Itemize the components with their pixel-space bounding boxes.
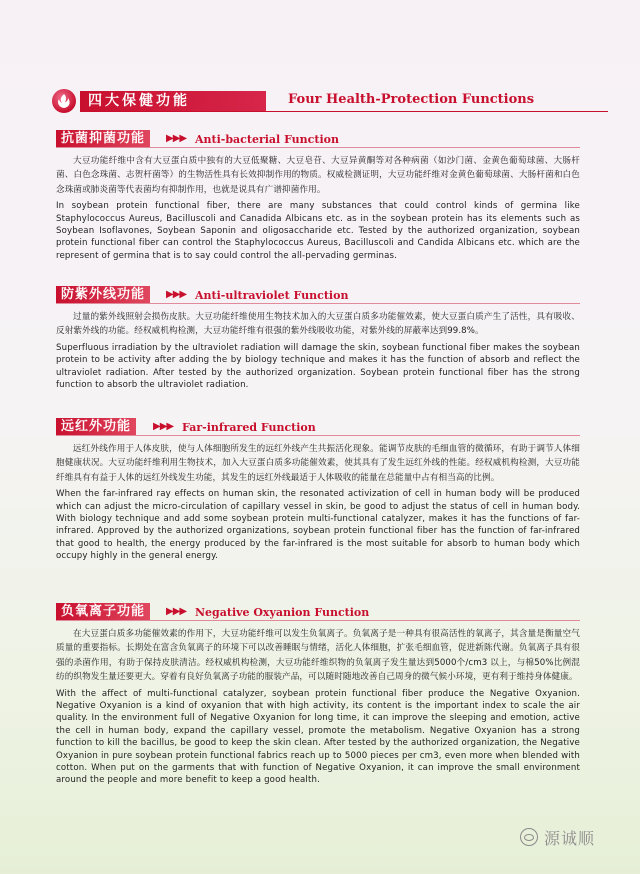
section-header — [56, 603, 580, 621]
section-body-cn: 在大豆蛋白质多功能催效素的作用下，大豆功能纤维可以发生负氧离子。负氧离子是一种具有很高活性的氧离子，其含量是衡量空气质量的重要指标。长期处在富含负氧离子的环境下可以改善睡眠与情绪，活化人体细胞，扩张毛细血管，促进新陈代谢。负氧离子具有很强的杀菌作用，有助于保持皮肤清洁。经权威机构检测，大豆功能纤维织物的负氧离子发生量达到5000个/cm3 以上，与棉50%比例混纺的织物发生量还要更大。穿着有良好负氧离子功能的服装产品，可以随时随地改善自己周身的微气候小环境，更有利于维持身体健康。 — [56, 629, 580, 683]
main-title-en: Four Health-Protection Functions — [288, 92, 535, 107]
section-header — [56, 130, 580, 148]
arrows-icon: ▶▶▶ — [166, 289, 187, 300]
section-negativeoxyanion — [56, 603, 580, 787]
section-header — [56, 286, 580, 304]
section-body-en: With the affect of multi-functional catalyzer, soybean protein functional fiber produce the Negative Oxyanion. Negative Oxyanion is a kind of oxyanion that with high activity, its content is the important index to scale the air quality. In the environment full of Negative Oxyanion for long time, it can improve the sleeping and emotion, active the cell in human body, expand the capillary vessel, promote the metabolism. Negative Oxyanion has a strong function to kill the bacillus, be good to keep the skin clean. After tested by the authorized organization, the Negative Oxyanion in pure soybean protein functional fabrics reach up to 5000 pieces per cm3, even more when blended with cotton. When put on the garments that with function of Negative Oxyanion, it can improve the small environment around the people and more benefit to keep a good health. — [56, 688, 580, 786]
main-title-cn: 四大保健功能 — [80, 91, 266, 111]
section-farinfrared — [56, 418, 580, 563]
section-title-en: Anti-ultraviolet Function — [195, 289, 349, 302]
section-antibacterial — [56, 130, 580, 262]
section-divider — [56, 303, 580, 304]
section-title-cn: 负氧离子功能 — [56, 603, 150, 621]
arrows-icon: ▶▶▶ — [166, 606, 187, 617]
arrows-icon: ▶▶▶ — [166, 133, 187, 144]
section-divider — [56, 435, 580, 436]
main-header — [52, 90, 612, 112]
header-divider — [80, 111, 608, 112]
section-antiultraviolet — [56, 286, 580, 391]
section-body-cn: 远红外线作用于人体皮肤，使与人体细胞所发生的远红外线产生共振活化现象。能调节皮肤的毛细血管的微循环，有助于调节人体细胞健康状况。大豆功能纤维利用生物技术，加入大豆蛋白质多功能催效素，使其具有了发生远红外线的性能。经权威机构检测，大豆功能纤维具有有益于人体的远红外线发生功能，其发生的远红外线最适于人体吸收的能量在总能量中占有相当高的比例。 — [56, 444, 580, 483]
section-title-cn: 远红外功能 — [56, 418, 136, 436]
section-title-cn: 抗菌抑菌功能 — [56, 130, 150, 148]
arrows-icon: ▶▶▶ — [153, 421, 174, 432]
section-title-en: Negative Oxyanion Function — [195, 606, 370, 619]
watermark — [520, 826, 620, 848]
watermark-text: 源诚顺 — [544, 829, 596, 848]
flame-icon — [52, 89, 76, 113]
wechat-icon — [520, 828, 538, 846]
section-body-en: In soybean protein functional fiber, there are many substances that could control kinds of germina like Staphylococcus Aureus, Bacilluscoli and Canadida Albicans etc. as in the soybean protein has its elements such as Soybean Isoflavones, Soybean Saponin and oligosaccharide etc. Tested by the authorized organization, soybean protein functional fiber can control the Staphylococcus Aureus, Bacilluscoli and Candida Albicans etc. which are the represent of germina that is to say could control the all-pervading germinas. — [56, 201, 580, 261]
section-title-en: Far-infrared Function — [182, 421, 316, 434]
section-divider — [56, 147, 580, 148]
section-body-cn: 大豆功能纤维中含有大豆蛋白质中独有的大豆低聚糖、大豆皂苷、大豆异黄酮等对各种病菌（如沙门菌、金黄色葡萄球菌、大肠杆菌、白色念珠菌、志贺杆菌等）的生物活性具有长效抑制作用的物质。权威检测证明，大豆功能纤维对金黄色葡萄球菌、大肠杆菌和白色念珠菌或肺炎菌等代表菌均有抑制作用，也就是说具有广谱抑菌作用。 — [56, 156, 580, 195]
section-body-en: When the far-infrared ray effects on human skin, the resonated activization of cell in human body will be produced which can adjust the micro-circulation of capillary vessel in skin, be good to adjust the status of cell in human body. With biology technique and add some soybean protein multi-functional catalyzer, makes it has the functions of far-infrared. Approved by the authorized organizations, soybean protein functional fiber has the function of far-infrared that good to health, the energy produced by the far-infrared is the most suitable for absorb to human body which occupy highly in the general energy. — [56, 489, 580, 562]
section-divider — [56, 620, 580, 621]
section-body-en: Superfluous irradiation by the ultraviolet radiation will damage the skin, soybean functional fiber makes the soybean protein to be activity after adding the by biology technique and makes it has the function of absorb and reflect the ultraviolet radiation. After tested by the authorized organization. Soybean protein functional fiber has the strong function to absorb the ultraviolet radiation. — [56, 342, 580, 391]
section-title-cn: 防紫外线功能 — [56, 286, 150, 304]
section-title-en: Anti-bacterial Function — [195, 133, 339, 146]
section-body-cn: 过量的紫外线照射会损伤皮肤。大豆功能纤维使用生物技术加入的大豆蛋白质多功能催效素，使大豆蛋白质产生了活性，具有吸收、反射紫外线的功能。经权威机构检测，大豆功能纤维有很强的紫外线吸收功能，对紫外线的屏蔽率达到99.8%。 — [56, 312, 580, 337]
section-header — [56, 418, 580, 436]
